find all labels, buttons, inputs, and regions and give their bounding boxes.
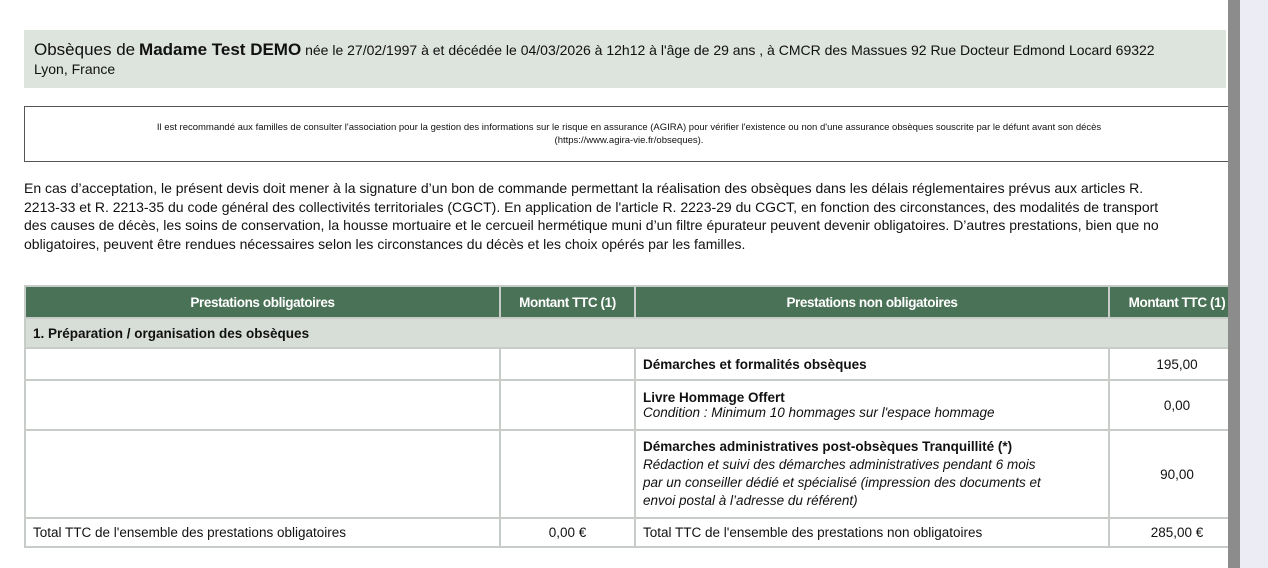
service-amount: 90,00 [1109, 430, 1228, 518]
deceased-name: Madame Test DEMO [139, 40, 302, 59]
agira-notice [24, 106, 1228, 162]
funeral-header [24, 30, 1226, 88]
services-table [24, 285, 1228, 548]
paragraph-line2: 2213-33 et R. 2213-35 du code général des collectivités territoriales (CGCT). En application de l'article R. 2223-29 du CGCT, en fonction des circonstances, des modalités de transport [24, 198, 1159, 215]
notice-line1: Il est recommandé aux familles de consulter l'association pour la gestion des informations sur le risque en assurance (AGIRA) pour vérifier l'existence ou non d'une assurance obsèques souscrite par le défunt avant son décès [156, 122, 1102, 133]
table-row [25, 348, 1228, 380]
header-details-line2: Lyon, France [34, 61, 116, 77]
header-amount-mandatory: Montant TTC (1) [500, 286, 635, 318]
table-header-row [25, 286, 1228, 318]
service-description-line1: Rédaction et suivi des démarches administratives pendant 6 mois [643, 457, 1036, 472]
legal-paragraph [24, 179, 1228, 253]
total-optional-amount: 285,00 € [1109, 518, 1228, 547]
total-mandatory-label: Total TTC de l'ensemble des prestations obligatoires [25, 518, 500, 547]
header-mandatory: Prestations obligatoires [25, 286, 500, 318]
table-row [25, 430, 1228, 518]
section-row [25, 318, 1228, 348]
service-amount: 195,00 [1109, 348, 1228, 380]
header-amount-optional: Montant TTC (1) [1109, 286, 1228, 318]
header-details: née le 27/02/1997 à et décédée le 04/03/2026 à 12h12 à l'âge de 29 ans , à CMCR des Massues 92 Rue Docteur Edmond Locard 69322 [305, 42, 1155, 58]
header-optional: Prestations non obligatoires [635, 286, 1109, 318]
table-row [25, 380, 1228, 430]
section-title: 1. Préparation / organisation des obsèques [25, 318, 1228, 348]
notice-line2: (https://www.agira-vie.fr/obseques). [554, 135, 704, 146]
scrollbar[interactable] [1228, 0, 1240, 568]
service-title: Démarches administratives post-obsèques Tranquillité (*) [643, 439, 1013, 454]
service-description-line3: envoi postal à l’adresse du référent) [643, 493, 858, 508]
totals-row [25, 518, 1228, 547]
header-prefix: Obsèques de [34, 40, 136, 59]
total-optional-label: Total TTC de l'ensemble des prestations non obligatoires [635, 518, 1109, 547]
paragraph-line1: En cas d’acceptation, le présent devis doit mener à la signature d’un bon de commande permettant la réalisation des obsèques dans les délais réglementaires prévus aux articles R. [24, 180, 1144, 196]
service-amount: 0,00 [1109, 380, 1228, 430]
total-mandatory-amount: 0,00 € [500, 518, 635, 547]
service-cell [635, 380, 1109, 430]
service-description-line2: par un conseiller dédié et spécialisé (impression des documents et [643, 475, 1041, 490]
service-description: Condition : Minimum 10 hommages sur l'espace hommage [643, 405, 995, 420]
service-title: Livre Hommage Offert [643, 390, 785, 405]
paragraph-line4: obligatoires, peuvent être rendues nécessaires selon les circonstances du décès et les choix opérés par les familles. [24, 235, 746, 252]
paragraph-line3: des causes de décès, les soins de conservation, la housse mortuaire et le cercueil hermétique muni d’un filtre épurateur peuvent devenir obligatoires. D’autres prestations, bien que no [24, 217, 1159, 233]
service-title: Démarches et formalités obsèques [635, 348, 1109, 380]
service-cell [635, 430, 1109, 518]
